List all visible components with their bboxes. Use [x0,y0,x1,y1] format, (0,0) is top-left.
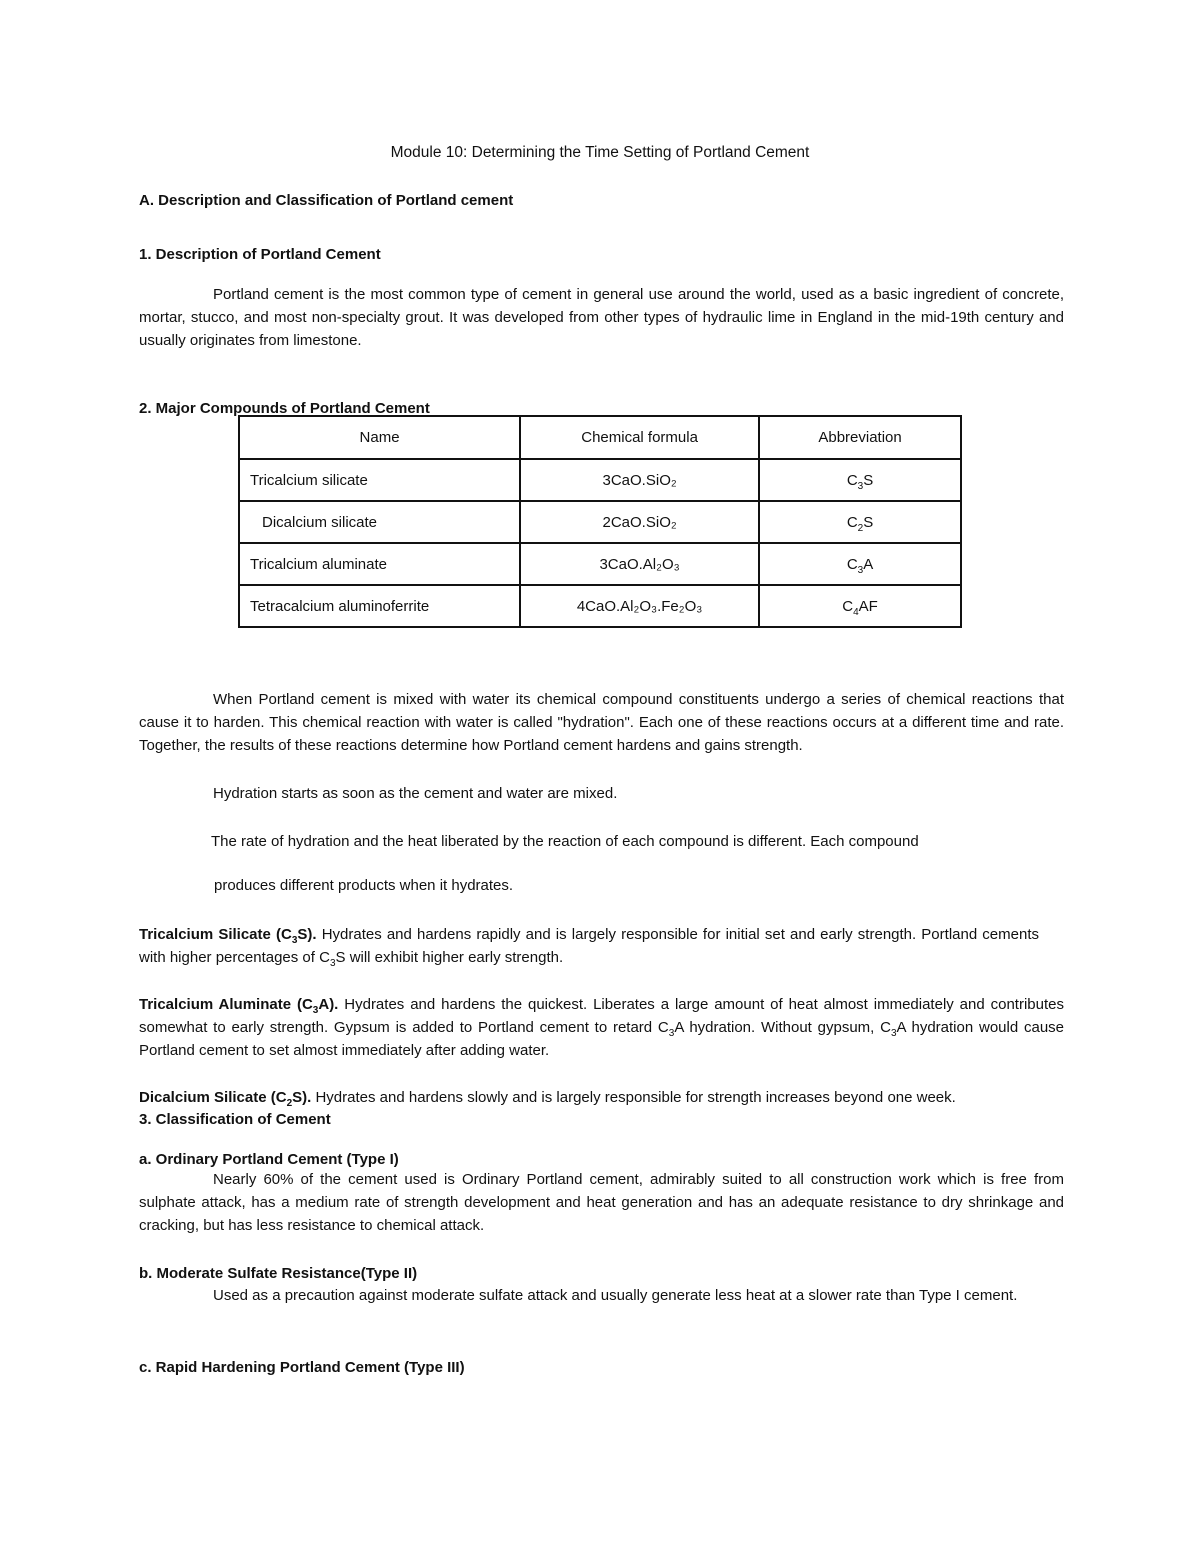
table-row [239,459,961,501]
cell-name: Tricalcium aluminate [239,543,520,585]
c3s-label: Tricalcium Silicate $(C_3S)$. [139,926,317,946]
table-row [239,543,961,585]
page-title: Module 10: Determining the Time Setting of Portland Cement [390,144,810,161]
cell-name: Tetracalcium aluminoferrite [239,585,520,627]
table-row [239,501,961,543]
header-formula: Chemical formula [520,416,759,459]
hydration-start-line: Hydration starts as soon as the cement and water are mixed. [213,785,618,802]
hydration-rate-line: The rate of hydration and the heat liberated by the reaction of each compound is different. Each compound [211,833,919,850]
type-2-heading: b. Moderate Sulfate Resistance(Type II) [139,1265,418,1282]
cell-abbreviation: $C_2S$ [759,501,961,543]
header-name: Name [239,416,520,459]
section-1-heading: 1. Description of Portland Cement [139,246,381,263]
type-1-heading: a. Ordinary Portland Cement (Type I) [139,1151,399,1168]
type-1-paragraph: Nearly 60% of the cement used is Ordinary Portland cement, admirably suited to all construction work which is free from sulphate attack, has a medium rate of strength development and heat generation and has an adequate resistance to dry shrinkage and cracking, but has less resistance to chemical attack. [139,1171,1064,1234]
type-2-paragraph: Used as a precaution against moderate sulfate attack and usually generate less heat at a slower rate than Type I cement. [213,1287,1018,1304]
hydration-products-line: produces different products when it hydrates. [214,877,514,894]
table-row [239,585,961,627]
section-a-heading: A. Description and Classification of Portland cement [139,192,514,209]
cell-abbreviation: $C_3S$ [759,459,961,501]
c3a-paragraph: Tricalcium Aluminate $(C_3A)$. Hydrates and hardens the quickest. Liberates a large amount of heat almost immediately and contributes somewhat to early strength. Gypsum is added to Portland cement to retard $C_3A$ hydration. Without gypsum, $C_3A$ hydration would cause Portland cement to set almost immediately after adding water. [139,996,1065,1059]
header-abbreviation: Abbreviation [759,416,961,459]
cell-formula: 3CaO.Al₂O₃ [520,543,759,585]
cell-abbreviation: $C_3A$ [759,543,961,585]
table-header-row [239,416,961,459]
cell-formula: 4CaO.Al₂O₃.Fe₂O₃ [520,585,759,627]
c3a-label: Tricalcium Aluminate $(C_3A)$. [139,996,339,1016]
cell-name: Tricalcium silicate [239,459,520,501]
c2s-label: Dicalcium Silicate $(C_2S)$. [139,1089,312,1109]
cell-formula: 3CaO.SiO₂ [520,459,759,501]
c2s-paragraph: Dicalcium Silicate $(C_2S)$. Hydrates and hardens slowly and is largely responsible for strength increases beyond one week. [139,1089,956,1109]
cell-name: Dicalcium silicate [239,501,520,543]
cell-formula: 2CaO.SiO₂ [520,501,759,543]
cell-abbreviation: $C_4AF$ [759,585,961,627]
section-3-heading: 3. Classification of Cement [139,1111,331,1128]
section-2-heading: 2. Major Compounds of Portland Cement [139,400,430,417]
hydration-paragraph: When Portland cement is mixed with water its chemical compound constituents undergo a series of chemical reactions that cause it to harden. This chemical reaction with water is called "hydration". Each one of these reactions occurs at a different time and rate. Together, the results of these reactions determine how Portland cement hardens and gains strength. [139,691,1064,754]
compounds-table [238,415,962,628]
c3s-paragraph: Tricalcium Silicate $(C_3S)$. Hydrates and hardens rapidly and is largely responsible for initial set and early strength. Portland cements with higher percentages of $C_3S$ will exhibit higher early strength. [139,926,1039,969]
type-3-heading: c. Rapid Hardening Portland Cement (Type III) [139,1359,465,1376]
description-paragraph: Portland cement is the most common type of cement in general use around the world, used as a basic ingredient of concrete, mortar, stucco, and most non-specialty grout. It was developed from other types of hydraulic lime in England in the mid-19th century and usually originates from limestone. [139,286,1064,349]
